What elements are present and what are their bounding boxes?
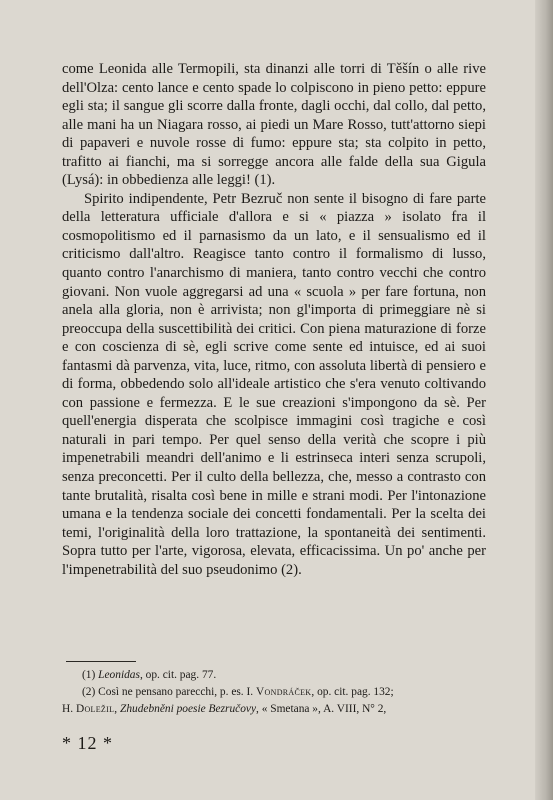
footnote-1-mark: (1)	[82, 669, 96, 681]
footnote-1-text: , op. cit. pag. 77.	[139, 669, 217, 681]
footnote-2-work-title: Zhudebněni poesie Bezručovy	[119, 703, 256, 716]
body-text	[62, 60, 486, 579]
footnotes	[62, 667, 488, 719]
footnote-1	[62, 667, 488, 684]
footnote-2-journal: , « Smetana », A. VIII, N° 2,	[256, 703, 387, 716]
paragraph-continuation: come Leonida alle Termopili, sta dinanzi alle torri di Těšín o alle rive dell'Olza: cento lance e cento spade lo colpiscono in pieno petto: eppure egli sta; il sangue gli scorre dalla fronte, dagli occhi, dal collo, dal petto, alle mani ha un Niagara rosso, ai piedi un Mare Rosso, tutt'attorno siepi di papaveri e nuvole rosse di fumo: eppure sta; sta colpito in petto, trafitto ai fianchi, ma si sorregge ancora alle falde della sua Gigula (Lysá): in obbedienza alle leggi! (1).	[62, 61, 486, 189]
footnote-2-continuation	[62, 701, 488, 718]
footnote-2-separator: ,	[114, 703, 118, 716]
footnote-2-author-2: Doležil	[75, 703, 115, 716]
footnote-1-title: Leonidas	[98, 669, 140, 681]
footnote-2-text-b: , op. cit. pag. 132;	[311, 686, 394, 699]
footnote-2-mark: (2)	[82, 686, 96, 699]
paragraph-bezruc-independence: Spirito indipendente, Petr Bezruč non sente il bisogno di fare parte della letteratura ufficiale d'allora e si « piazza » isolato fra il cosmopolitismo ed il parnasismo da un lato, e il sensualismo ed il criticismo dall'altro. Reagisce tanto contro il formalismo di lusso, quanto contro l'anarchismo di maniera, tanto contro vecchi che contro giovani. Non vuole aggregarsi ad una « scuola » per fare fortuna, non anela alla gloria, non è arrivista; non gl'importa di primeggiare nè si preoccupa della suscettibilità dei critici. Con piena maturazione di forze e con coscienza di sè, egli scrive come sente ed intuisce, ed ai suoi fantasmi dà parvenza, vita, luce, ritmo, con assoluta libertà di pensiero e di forma, obbedendo solo all'ideale artistico che s'era venuto coltivando con passione e fermezza. E le sue creazioni s'impongono da sè. Per quell'energia disperata che scolpisce immagini così tragiche e così naturali in pari tempo. Per quel senso della verità che scopre i più impenetrabili meandri dell'animo e li estrinseca interi senza scrupoli, senza preconcetti. Per il culto della bellezza, che, messo a contrasto con tante brutalità, risalta così bene in mille e strani modi. Per l'intonazione umana e la tendenza sociale dei concetti fondamentali. Per la scelta dei temi, l'originalità della loro trattazione, la spontaneità dei sentimenti. Sopra tutto per l'arte, vigorosa, elevata, efficacissima. Un po' anche per l'impenetrabilità del suo pseudonimo (2).	[62, 190, 486, 578]
page-number: * 12 *	[62, 733, 113, 753]
footnote-2-author-1: Vondráček	[256, 686, 312, 699]
page-gutter-shadow	[535, 0, 553, 800]
footnote-2	[62, 684, 488, 701]
footnote-2-author-2-prefix: H.	[62, 703, 74, 716]
footnote-separator	[66, 661, 136, 662]
footnote-2-text: Così ne pensano parecchi, p. es. I.	[98, 686, 254, 699]
